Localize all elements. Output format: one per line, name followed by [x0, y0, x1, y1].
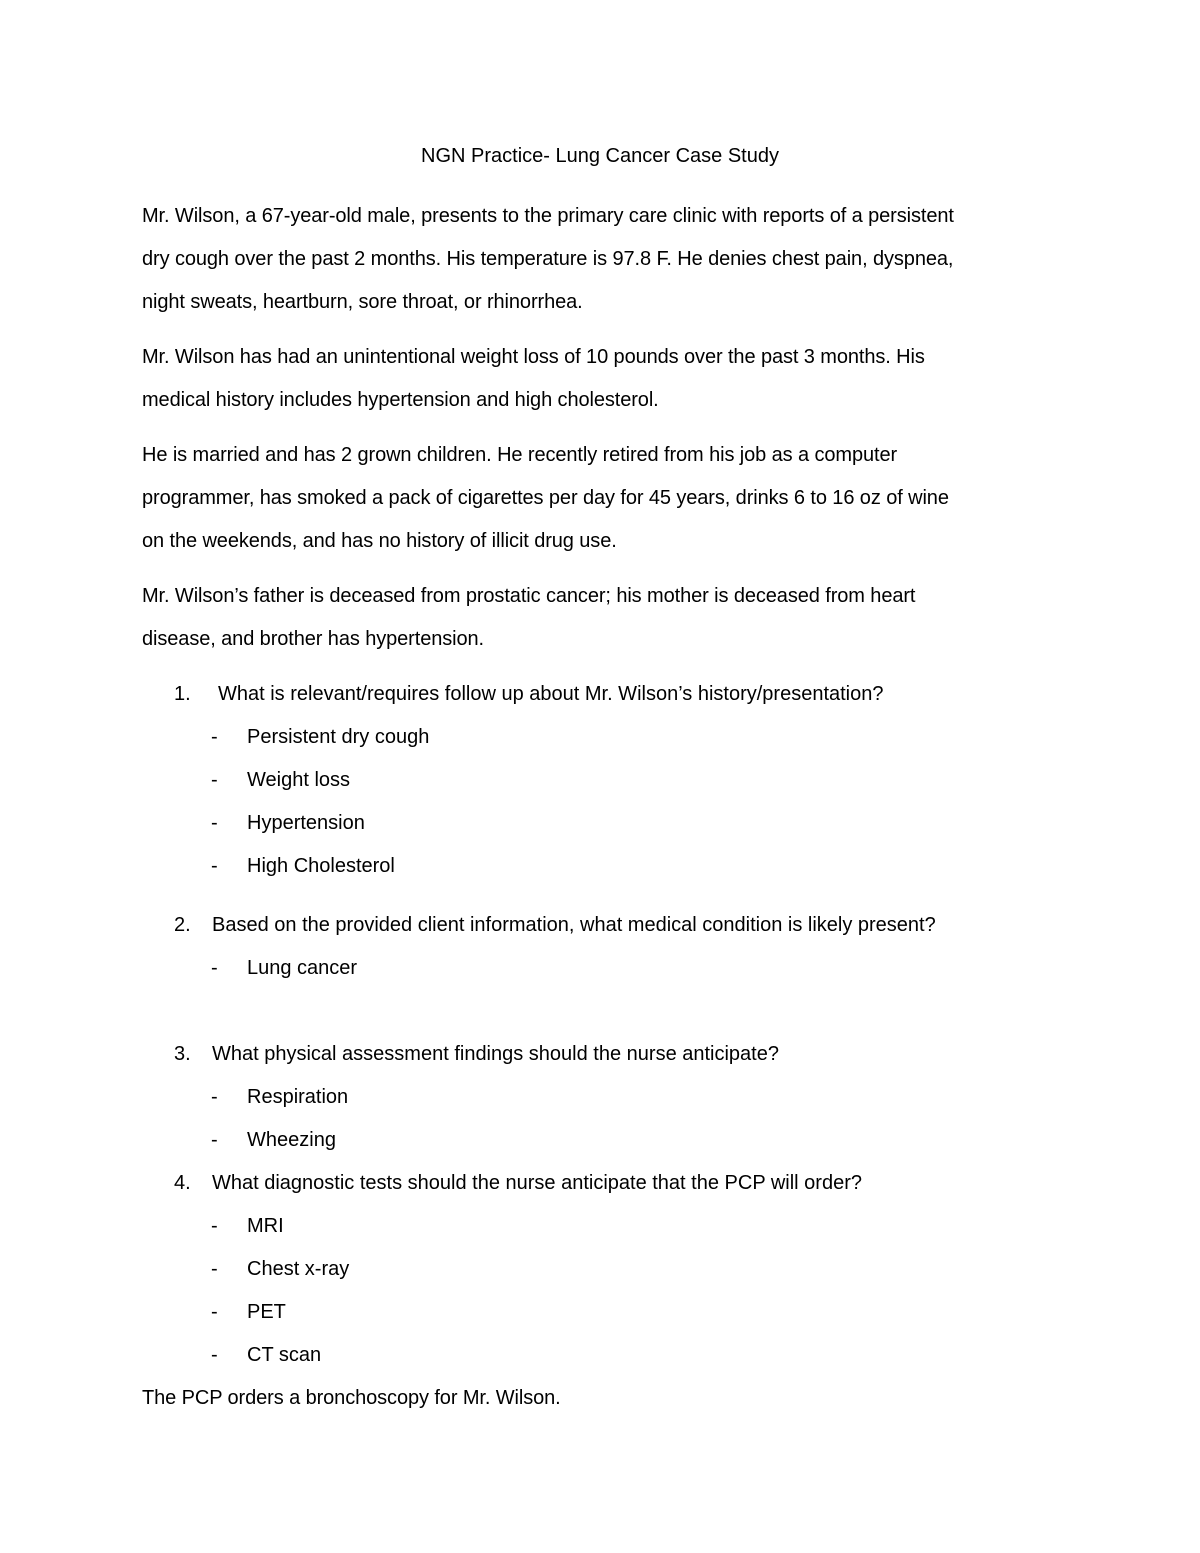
question-4-answer-4: CT scan [247, 1344, 322, 1366]
bullet-dash: - [211, 726, 218, 748]
question-1-answer-2: Weight loss [247, 769, 351, 791]
question-3-text: What physical assessment findings should the nurse anticipate? [212, 1043, 779, 1065]
bullet-dash: - [211, 1086, 218, 1108]
question-1-text: What is relevant/requires follow up about Mr. Wilson’s history/presentation? [218, 683, 884, 705]
bullet-dash: - [211, 957, 218, 979]
question-4-answer-3: PET [247, 1301, 286, 1323]
bullet-dash: - [211, 1215, 218, 1237]
paragraph-3-line-3: on the weekends, and has no history of illicit drug use. [142, 530, 617, 552]
question-4-answer-2: Chest x-ray [247, 1258, 350, 1280]
question-1-answer-4: High Cholesterol [247, 855, 395, 877]
bullet-dash: - [211, 855, 218, 877]
question-4-text: What diagnostic tests should the nurse anticipate that the PCP will order? [212, 1172, 862, 1194]
paragraph-4-line-1: Mr. Wilson’s father is deceased from prostatic cancer; his mother is deceased from heart [142, 585, 916, 607]
paragraph-1-line-2: dry cough over the past 2 months. His temperature is 97.8 F. He denies chest pain, dyspnea, [142, 248, 954, 270]
question-3-number: 3. [174, 1043, 191, 1065]
bullet-dash: - [211, 1344, 218, 1366]
question-2-answer-1: Lung cancer [247, 957, 358, 979]
paragraph-1-line-1: Mr. Wilson, a 67-year-old male, presents to the primary care clinic with reports of a persistent [142, 205, 954, 227]
bullet-dash: - [211, 812, 218, 834]
paragraph-4-line-2: disease, and brother has hypertension. [142, 628, 484, 650]
paragraph-3-line-1: He is married and has 2 grown children. He recently retired from his job as a computer [142, 444, 898, 466]
question-1-answer-1: Persistent dry cough [247, 726, 430, 748]
document-title: NGN Practice- Lung Cancer Case Study [421, 145, 779, 167]
question-2-number: 2. [174, 914, 191, 936]
paragraph-3-line-2: programmer, has smoked a pack of cigarettes per day for 45 years, drinks 6 to 16 oz of wine [142, 487, 949, 509]
question-4-number: 4. [174, 1172, 191, 1194]
question-1-answer-3: Hypertension [247, 812, 365, 834]
question-1-number: 1. [174, 683, 191, 705]
question-4-answer-1: MRI [247, 1215, 284, 1237]
paragraph-2-line-2: medical history includes hypertension and high cholesterol. [142, 389, 659, 411]
bullet-dash: - [211, 1129, 218, 1151]
bullet-dash: - [211, 1301, 218, 1323]
question-3-answer-2: Wheezing [247, 1129, 336, 1151]
paragraph-2-line-1: Mr. Wilson has had an unintentional weight loss of 10 pounds over the past 3 months. His [142, 346, 925, 368]
question-3-answer-1: Respiration [247, 1086, 349, 1108]
paragraph-1-line-3: night sweats, heartburn, sore throat, or rhinorrhea. [142, 291, 583, 313]
bullet-dash: - [211, 769, 218, 791]
question-2-text: Based on the provided client information, what medical condition is likely present? [212, 914, 936, 936]
closing-sentence: The PCP orders a bronchoscopy for Mr. Wilson. [142, 1387, 561, 1409]
bullet-dash: - [211, 1258, 218, 1280]
